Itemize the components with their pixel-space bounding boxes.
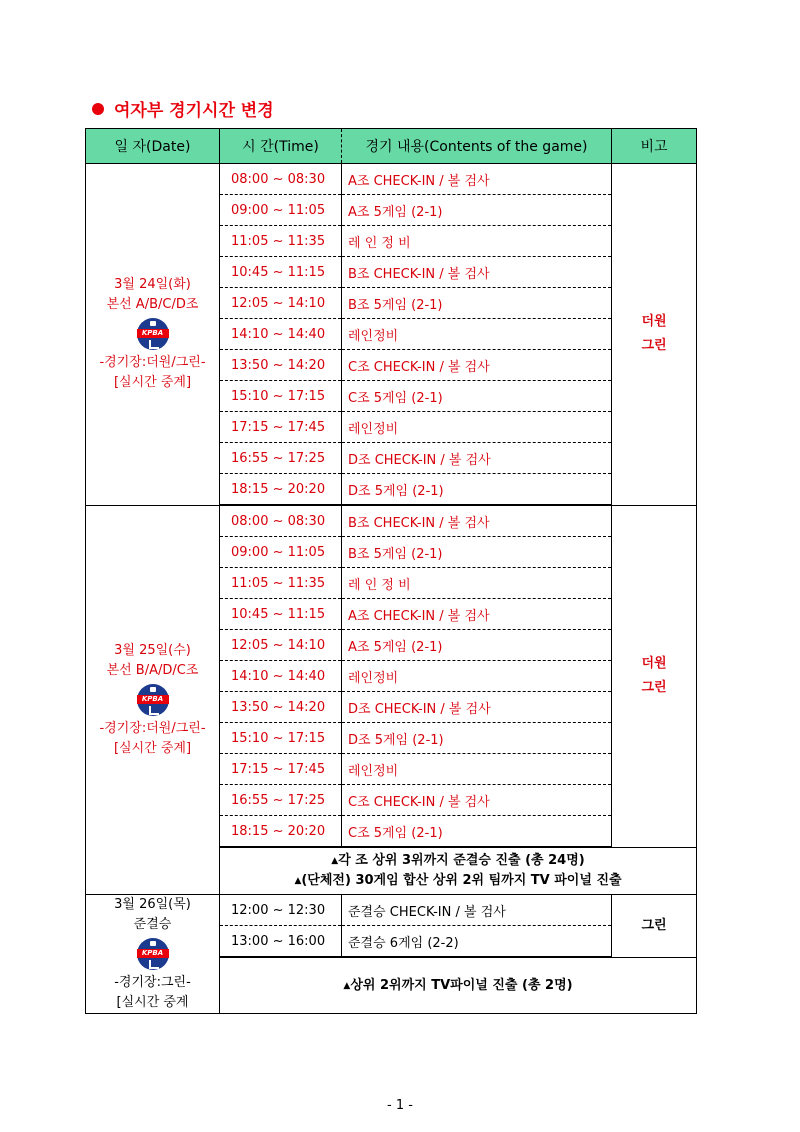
time-cell: 14:10 ~ 14:40 (220, 661, 342, 692)
time-cell: 17:15 ~ 17:45 (220, 754, 342, 785)
venue-text: -경기장:더원/그린- (99, 355, 206, 371)
content-cell: D조 5게임 (2-1) (342, 474, 612, 506)
venue-text: -경기장:그린- (114, 975, 191, 990)
time-cell: 08:00 ~ 08:30 (220, 505, 342, 537)
summary-line-1: 각 조 상위 3위까지 준결승 진출 (총 24명) (338, 853, 585, 868)
time-cell: 11:05 ~ 11:35 (220, 568, 342, 599)
time-cell: 10:45 ~ 11:15 (220, 599, 342, 630)
header-content: 경기 내용(Contents of the game) (342, 129, 612, 164)
date-text: 3월 25일(수) (114, 642, 191, 658)
content-cell: 레인정비 (342, 754, 612, 785)
summary-cell (220, 847, 697, 895)
time-cell: 08:00 ~ 08:30 (220, 164, 342, 195)
broadcast-text: [실시간 중계 (116, 995, 189, 1010)
triangle-icon: ▲ (331, 856, 339, 866)
content-cell: B조 5게임 (2-1) (342, 288, 612, 319)
content-cell: 레 인 정 비 (342, 568, 612, 599)
table-row (86, 164, 697, 195)
broadcast-text: [실시간 중계] (113, 740, 192, 756)
header-time: 시 간(Time) (220, 129, 342, 164)
page-title (92, 96, 274, 121)
time-cell: 13:50 ~ 14:20 (220, 350, 342, 381)
page-title-text: 여자부 경기시간 변경 (114, 101, 274, 121)
content-cell: D조 CHECK-IN / 볼 검사 (342, 443, 612, 474)
time-cell: 13:00 ~ 16:00 (220, 926, 342, 958)
content-cell: 레 인 정 비 (342, 226, 612, 257)
kpba-logo-icon: KPBA (137, 318, 169, 350)
note-cell (612, 164, 697, 506)
kpba-logo-icon: KPBA (137, 938, 169, 970)
date-cell (86, 895, 220, 1014)
day3-group (86, 895, 697, 1014)
table-row (86, 895, 697, 926)
day2-group (86, 505, 697, 895)
header-row (86, 129, 697, 164)
kpba-logo-icon: KPBA (137, 684, 169, 716)
content-cell: B조 CHECK-IN / 볼 검사 (342, 505, 612, 537)
content-cell: C조 5게임 (2-1) (342, 816, 612, 848)
date-text: 3월 26일(목) (114, 897, 191, 912)
time-cell: 12:00 ~ 12:30 (220, 895, 342, 926)
time-cell: 09:00 ~ 11:05 (220, 195, 342, 226)
triangle-icon: ▲ (294, 876, 302, 886)
time-cell: 18:15 ~ 20:20 (220, 816, 342, 848)
note-line-2: 그린 (641, 680, 667, 695)
page-number: - 1 - (387, 1098, 413, 1113)
time-cell: 12:05 ~ 14:10 (220, 288, 342, 319)
content-cell: A조 CHECK-IN / 볼 검사 (342, 164, 612, 195)
note-line-1: 더원 (641, 656, 667, 671)
note-line-1: 더원 (641, 314, 667, 330)
content-cell: 레인정비 (342, 319, 612, 350)
content-cell: A조 5게임 (2-1) (342, 195, 612, 226)
time-cell: 18:15 ~ 20:20 (220, 474, 342, 506)
triangle-icon: ▲ (343, 980, 351, 991)
bullet-dot-icon (92, 103, 104, 115)
date-cell (86, 505, 220, 895)
summary-cell (220, 957, 697, 1014)
content-cell: C조 CHECK-IN / 볼 검사 (342, 350, 612, 381)
content-cell: B조 CHECK-IN / 볼 검사 (342, 257, 612, 288)
round-text: 본선 B/A/D/C조 (106, 662, 199, 678)
note-text: 그린 (641, 917, 667, 933)
content-cell: C조 CHECK-IN / 볼 검사 (342, 785, 612, 816)
content-cell: 레인정비 (342, 661, 612, 692)
round-text: 본선 A/B/C/D조 (106, 297, 199, 313)
time-cell: 16:55 ~ 17:25 (220, 785, 342, 816)
time-cell: 13:50 ~ 14:20 (220, 692, 342, 723)
time-cell: 10:45 ~ 11:15 (220, 257, 342, 288)
day1-group (86, 164, 697, 506)
time-cell: 14:10 ~ 14:40 (220, 319, 342, 350)
content-cell: 준결승 CHECK-IN / 볼 검사 (342, 895, 612, 926)
summary-line-2: (단체전) 30게임 합산 상위 2위 팀까지 TV 파이널 진출 (301, 873, 622, 888)
content-cell: 준결승 6게임 (2-2) (342, 926, 612, 958)
note-cell (612, 505, 697, 847)
content-cell: A조 5게임 (2-1) (342, 630, 612, 661)
time-cell: 15:10 ~ 17:15 (220, 723, 342, 754)
summary-text: 상위 2위까지 TV파이널 진출 (총 2명) (350, 977, 573, 993)
content-cell: B조 5게임 (2-1) (342, 537, 612, 568)
broadcast-text: [실시간 중계] (113, 375, 192, 391)
venue-text: -경기장:더원/그린- (99, 720, 206, 736)
time-cell: 16:55 ~ 17:25 (220, 443, 342, 474)
content-cell: D조 CHECK-IN / 볼 검사 (342, 692, 612, 723)
date-text: 3월 24일(화) (114, 277, 191, 293)
content-cell: D조 5게임 (2-1) (342, 723, 612, 754)
time-cell: 09:00 ~ 11:05 (220, 537, 342, 568)
time-cell: 11:05 ~ 11:35 (220, 226, 342, 257)
date-cell (86, 164, 220, 506)
time-cell: 17:15 ~ 17:45 (220, 412, 342, 443)
schedule-table (85, 128, 697, 1014)
content-cell: A조 CHECK-IN / 볼 검사 (342, 599, 612, 630)
note-cell (612, 895, 697, 958)
time-cell: 15:10 ~ 17:15 (220, 381, 342, 412)
round-text: 준결승 (133, 917, 172, 932)
content-cell: C조 5게임 (2-1) (342, 381, 612, 412)
content-cell: 레인정비 (342, 412, 612, 443)
note-line-2: 그린 (641, 338, 667, 354)
header-date: 일 자(Date) (86, 129, 220, 164)
table-row (86, 505, 697, 537)
time-cell: 12:05 ~ 14:10 (220, 630, 342, 661)
header-note: 비고 (612, 129, 697, 164)
